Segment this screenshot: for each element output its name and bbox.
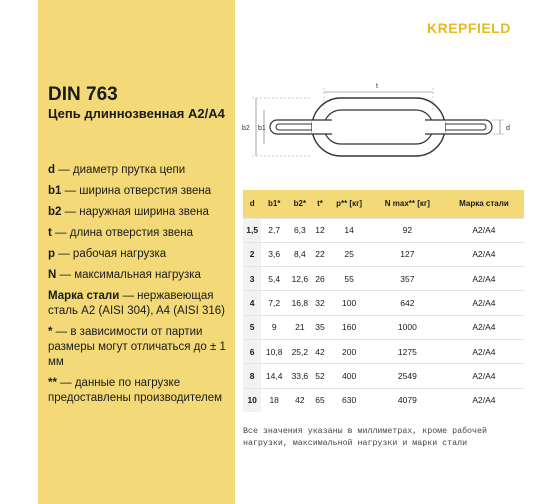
table-cell: 357 — [371, 267, 444, 291]
label-d: d — [506, 125, 510, 132]
table-cell: 2549 — [371, 364, 444, 388]
table-cell: 65 — [313, 388, 328, 412]
header-b1: b1* — [261, 190, 287, 218]
header-n-max: N max** [кг] — [371, 190, 444, 218]
header-d: d — [243, 190, 261, 218]
table-cell: 25 — [327, 242, 370, 266]
table-cell: A2/A4 — [444, 315, 524, 339]
table-cell: 160 — [327, 315, 370, 339]
table-cell: 200 — [327, 339, 370, 363]
table-cell: 22 — [313, 242, 328, 266]
table-cell: 5 — [243, 315, 261, 339]
table-cell: 9 — [261, 315, 287, 339]
table-cell: 21 — [287, 315, 313, 339]
table-cell: 35 — [313, 315, 328, 339]
table-cell: 6 — [243, 339, 261, 363]
table-cell: A2/A4 — [444, 339, 524, 363]
page-subtitle: Цепь длиннозвенная A2/A4 — [48, 106, 225, 121]
table-cell: A2/A4 — [444, 218, 524, 242]
table-cell: 8 — [243, 364, 261, 388]
table-cell: 42 — [313, 339, 328, 363]
label-b2: b2 — [242, 125, 250, 132]
table-cell: 42 — [287, 388, 313, 412]
table-cell: 10 — [243, 388, 261, 412]
table-cell: 6,3 — [287, 218, 313, 242]
table-cell: 26 — [313, 267, 328, 291]
table-header-row — [243, 190, 524, 218]
table-row — [243, 218, 524, 242]
table-row — [243, 291, 524, 315]
spec-table-container — [243, 190, 524, 412]
table-cell: 7,2 — [261, 291, 287, 315]
header-t: t* — [313, 190, 328, 218]
legend-item-size-tolerance: * — в зависимости от партии размеры могут отличаться до ± 1 мм — [48, 326, 226, 368]
table-cell: 3 — [243, 267, 261, 291]
legend-item-b2: b2 — наружная ширина звена — [48, 206, 209, 218]
table-cell: A2/A4 — [444, 242, 524, 266]
table-cell: 8,4 — [287, 242, 313, 266]
table-cell: 18 — [261, 388, 287, 412]
label-b1: b1 — [258, 125, 266, 132]
table-cell: 14,4 — [261, 364, 287, 388]
table-cell: 400 — [327, 364, 370, 388]
table-cell: 1275 — [371, 339, 444, 363]
table-cell: 16,8 — [287, 291, 313, 315]
table-cell: A2/A4 — [444, 388, 524, 412]
table-cell: 630 — [327, 388, 370, 412]
brand-logo: KREPFIELD — [427, 20, 511, 36]
footnote: Все значения указаны в миллиметрах, кроме рабочей нагрузки, максимальной нагрузки и марки стали — [243, 427, 487, 448]
legend-item-p: p — рабочая нагрузка — [48, 248, 167, 260]
legend-item-load-source: ** — данные по нагрузке предоставлены производителем — [48, 377, 223, 404]
table-cell: 1000 — [371, 315, 444, 339]
table-cell: A2/A4 — [444, 364, 524, 388]
table-row — [243, 267, 524, 291]
legend — [48, 163, 228, 412]
table-row — [243, 388, 524, 412]
table-cell: 55 — [327, 267, 370, 291]
table-cell: 14 — [327, 218, 370, 242]
table-cell: 4079 — [371, 388, 444, 412]
legend-item-t: t — длина отверстия звена — [48, 227, 193, 239]
header-b2: b2* — [287, 190, 313, 218]
header-p: p** [кг] — [327, 190, 370, 218]
table-cell: 92 — [371, 218, 444, 242]
table-cell: 5,4 — [261, 267, 287, 291]
table-row — [243, 339, 524, 363]
table-cell: 3,6 — [261, 242, 287, 266]
label-t: t — [376, 83, 378, 90]
table-cell: 1,5 — [243, 218, 261, 242]
table-row — [243, 242, 524, 266]
table-cell: 33,6 — [287, 364, 313, 388]
legend-item-d: d — диаметр прутка цепи — [48, 164, 186, 176]
table-cell: A2/A4 — [444, 291, 524, 315]
table-cell: 2 — [243, 242, 261, 266]
table-row — [243, 315, 524, 339]
table-cell: 4 — [243, 291, 261, 315]
spec-table — [243, 190, 524, 412]
header-steel-grade: Марка стали — [444, 190, 524, 218]
chain-link-diagram — [242, 78, 550, 173]
table-cell: 32 — [313, 291, 328, 315]
table-row — [243, 364, 524, 388]
table-cell: 642 — [371, 291, 444, 315]
table-cell: 25,2 — [287, 339, 313, 363]
main-link-inner — [324, 110, 433, 144]
legend-item-b1: b1 — ширина отверстия звена — [48, 185, 212, 197]
table-cell: 2,7 — [261, 218, 287, 242]
legend-item-n: N — максимальная нагрузка — [48, 269, 201, 281]
page-title: DIN 763 — [48, 84, 118, 105]
table-cell: 100 — [327, 291, 370, 315]
legend-item-steel-grade: Марка стали — нержавеющая сталь A2 (AISI 304), A4 (AISI 316) — [48, 290, 226, 317]
table-cell: 127 — [371, 242, 444, 266]
table-cell: 52 — [313, 364, 328, 388]
table-cell: A2/A4 — [444, 267, 524, 291]
table-cell: 12,6 — [287, 267, 313, 291]
table-cell: 10,8 — [261, 339, 287, 363]
table-cell: 12 — [313, 218, 328, 242]
